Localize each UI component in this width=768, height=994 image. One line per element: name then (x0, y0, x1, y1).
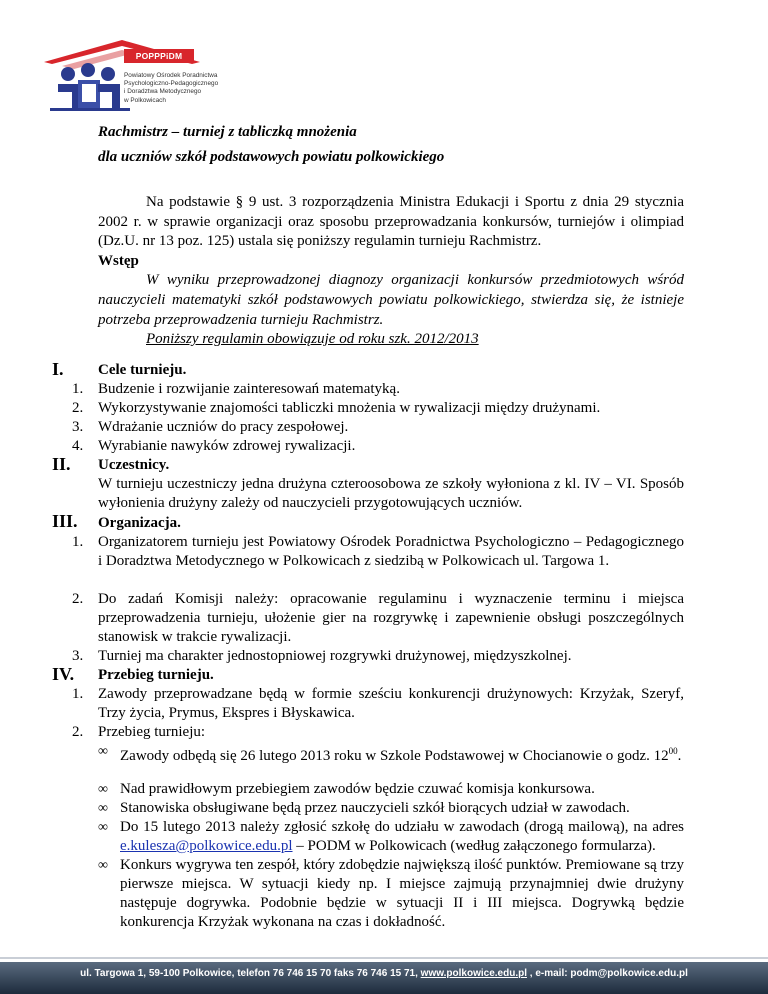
infinity-bullet-icon: ∞ (98, 744, 108, 759)
org-line: Psychologiczno-Pedagogicznego (124, 80, 219, 88)
section-number: I. (52, 359, 64, 379)
list-number: 1. (72, 534, 84, 550)
list-number: 2. (72, 400, 84, 416)
bullet-item: Stanowiska obsługiwane będą przez nauczycieli szkół biorących udział w zawodach. (120, 800, 630, 816)
org-line: Powiatowy Ośrodek Poradnictwa (124, 72, 218, 79)
list-item: Wyrabianie nawyków zdrowej rywalizacji. (98, 438, 356, 454)
wstep-heading: Wstęp (98, 252, 139, 269)
footer-divider (0, 957, 768, 959)
logo-badge: POPPPiDM (124, 49, 194, 63)
organization-name (124, 72, 218, 105)
intro-block (98, 193, 684, 350)
section-title: Cele turnieju. (98, 362, 187, 378)
org-line: i Doradztwa Metodycznego (124, 88, 202, 96)
list-number: 2. (72, 724, 84, 740)
bullet-text-end: – PODM w Polkowicach (według załączonego formularza). (292, 838, 656, 854)
footer-website-link[interactable]: www.polkowice.edu.pl (420, 968, 527, 979)
bullet-item (120, 818, 684, 856)
list-item: Do zadań Komisji należy: opracowanie regulaminu i wyznaczenie terminu i miejsca przeprowadzenia turnieju, ułożenie gier na rozgrywkę i zapewnienie obsługi poszczególnych stanowisk w trakcie rywalizacji. (98, 591, 684, 645)
list-item: Zawody przeprowadzane będą w formie sześciu konkurencji drużynowych: Krzyżak, Szeryf, Trzy życia, Prymus, Ekspres i Błyskawica. (98, 686, 684, 721)
bullet-item: Konkurs wygrywa ten zespół, który zdobędzie największą ilość punktów. Premiowane są trzy pierwsze miejsca. W sytuacji kiedy np. I miejsce zajmują przynajmniej dwie drużyny następuje dogrywka. Podobnie będzie w sytuacji II i III miejsca. Dogrywką będzie konkurencja Krzyżak wykonana na czas i dokładność. (120, 857, 684, 930)
legal-basis: Na podstawie § 9 ust. 3 rozporządzenia Ministra Edukacji i Sportu z dnia 29 stycznia 2002 r. w sprawie organizacji oraz sposobu przeprowadzania konkursów, turniejów i olimpiad (Dz.U. nr 13 poz. 125) ustala się poniższy regulamin turnieju Rachmistrz. (98, 194, 684, 250)
section-number: III. (52, 511, 78, 531)
bullet-text: Do 15 lutego 2013 należy zgłosić szkołę do udziału w zawodach (drogą mailową), na adres (120, 819, 684, 835)
document-subtitle: dla uczniów szkół podstawowych powiatu polkowickiego (98, 149, 445, 165)
bullet-text-end: . (677, 748, 682, 764)
footer-address: ul. Targowa 1, 59-100 Polkowice, telefon 76 746 15 70 faks 76 746 15 71, (80, 968, 421, 979)
section-number: IV. (52, 664, 75, 684)
wstep-text: W wyniku przeprowadzonej diagnozy organizacji konkursów przedmiotowych wśród nauczycieli matematyki szkół podstawowych powiatu polkowickiego, stwierdza się, że istnieje potrzeba przeprowadzenia turnieju Rachmistrz. (98, 272, 684, 328)
time-superscript: 00 (668, 746, 678, 756)
section-title: Przebieg turnieju. (98, 667, 214, 683)
footer-contact (0, 968, 768, 979)
list-item: Wdrażanie uczniów do pracy zespołowej. (98, 419, 349, 435)
list-item: Budzenie i rozwijanie zainteresowań matematyką. (98, 381, 400, 397)
section-text: W turnieju uczestniczy jedna drużyna czteroosobowa ze szkoły wyłoniona z kl. IV – VI. Sposób wyłonienia drużyny zależy od nauczycieli przygotowujących uczniów. (98, 476, 684, 511)
bullet-text: Zawody odbędą się 26 lutego 2013 roku w Szkole Podstawowej w Chocianowie o godz. 12 (120, 748, 669, 764)
infinity-bullet-icon: ∞ (98, 801, 108, 816)
list-number: 1. (72, 381, 84, 397)
infinity-bullet-icon: ∞ (98, 858, 108, 873)
list-item: Przebieg turnieju: (98, 724, 206, 740)
list-number: 3. (72, 648, 84, 664)
infinity-bullet-icon: ∞ (98, 820, 108, 835)
footer-email: , e-mail: podm@polkowice.edu.pl (526, 968, 688, 979)
list-number: 3. (72, 419, 84, 435)
section-number: II. (52, 454, 71, 474)
infinity-bullet-icon: ∞ (98, 782, 108, 797)
section-title: Uczestnicy. (98, 457, 170, 473)
valid-from: Poniższy regulamin obowiązuje od roku szk. 2012/2013 (146, 331, 479, 348)
section-title: Organizacja. (98, 515, 181, 531)
list-number: 2. (72, 591, 84, 607)
list-item: Wykorzystywanie znajomości tabliczki mnożenia w rywalizacji między drużynami. (98, 400, 601, 416)
list-item: Turniej ma charakter jednostopniowej rozgrywki drużynowej, międzyszkolnej. (98, 648, 572, 664)
email-link[interactable]: e.kulesza@polkowice.edu.pl (120, 838, 293, 854)
list-number: 4. (72, 438, 84, 454)
bullet-item: Nad prawidłowym przebiegiem zawodów będzie czuwać komisja konkursowa. (120, 781, 595, 797)
list-item: Organizatorem turnieju jest Powiatowy Ośrodek Poradnictwa Psychologiczno – Pedagogicznego i Doradztwa Metodycznego w Polkowicach z siedzibą w Polkowicach ul. Targowa 1. (98, 534, 684, 569)
org-line: w Polkowicach (124, 96, 166, 104)
document-title: Rachmistrz – turniej z tabliczką mnożenia (98, 124, 357, 140)
bullet-item (120, 742, 684, 766)
list-number: 1. (72, 686, 84, 702)
